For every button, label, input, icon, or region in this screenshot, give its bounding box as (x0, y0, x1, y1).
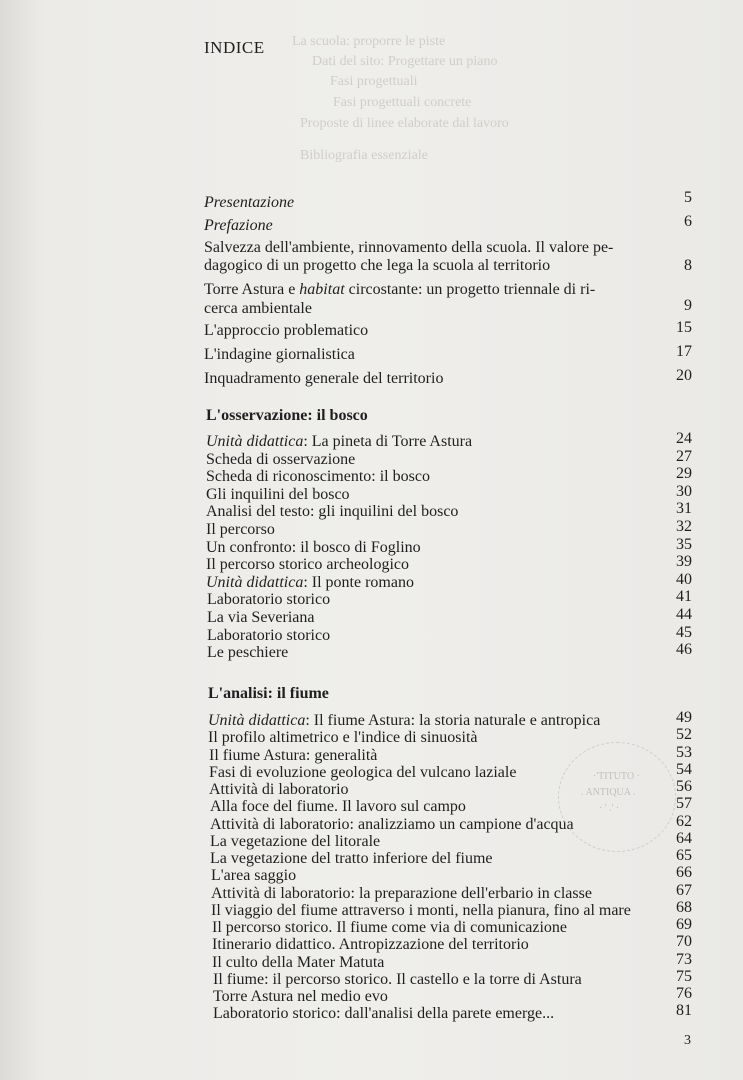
toc-entry-page: 24 (676, 430, 692, 447)
toc-entry-page: 17 (676, 343, 692, 360)
toc-entry-page: 40 (676, 571, 692, 588)
toc-entry-title (213, 972, 582, 988)
entry-text-segment: Scheda di osservazione (206, 451, 356, 468)
toc-entry-page: 35 (676, 536, 692, 553)
entry-text-segment: Unità didattica (206, 433, 304, 450)
bleed-through-line: Fasi progettuali (330, 74, 418, 89)
toc-entry-title (204, 195, 294, 211)
entry-text-segment: L'area saggio (211, 867, 297, 884)
toc-entry-page: 49 (676, 709, 692, 726)
toc-entry-title (208, 713, 600, 729)
toc-entry-title (204, 218, 273, 234)
entry-text-segment: Attività di laboratorio: analizziamo un campione d'acqua (210, 816, 574, 833)
entry-text-segment: Unità didattica (208, 712, 306, 729)
toc-entry-title (206, 452, 355, 468)
toc-entry-page: 76 (676, 985, 692, 1002)
section-heading: L'analisi: il fiume (208, 685, 329, 702)
toc-entry-title (206, 575, 414, 591)
toc-entry-title (206, 434, 472, 450)
entry-text-segment: Prefazione (204, 217, 273, 234)
entry-text-segment: : La pineta di Torre Astura (303, 433, 473, 450)
toc-entry-page: 81 (676, 1002, 692, 1019)
toc-entry-page: 70 (676, 933, 692, 950)
entry-text-segment: La vegetazione del litorale (210, 833, 381, 850)
toc-entry-page: 41 (676, 588, 692, 605)
section-heading: L'osservazione: il bosco (206, 407, 368, 424)
entry-text-segment: habitat (299, 281, 345, 298)
entry-text-segment: Il profilo altimetrico e l'indice di sinuosità (208, 729, 478, 746)
bleed-through-line: Dati del sito: Progettare un piano (312, 54, 498, 69)
toc-entry-title (208, 730, 477, 746)
toc-entry-page: 45 (676, 624, 692, 641)
toc-entry-page: 5 (684, 189, 692, 206)
entry-text-segment: La via Severiana (207, 609, 315, 626)
toc-entry-title (209, 748, 377, 764)
toc-entry-title (210, 851, 493, 867)
index-title: INDICE (204, 38, 265, 57)
toc-entry-title (204, 301, 312, 317)
entry-text-segment: Il fiume: il percorso storico. Il castello e la torre di Astura (213, 971, 582, 988)
toc-entry-page: 67 (676, 882, 692, 899)
entry-text-segment: dagogico di un progetto che lega la scuola al territorio (204, 257, 551, 274)
toc-entry-title (207, 628, 330, 644)
toc-entry-page: 66 (676, 864, 692, 881)
toc-entry-page: 65 (676, 847, 692, 864)
toc-entry-page: 56 (676, 778, 692, 795)
toc-entry-title (213, 989, 388, 1005)
toc-entry-title (207, 592, 330, 608)
toc-entry-page: 39 (676, 553, 692, 570)
toc-entry-page: 57 (676, 795, 692, 812)
toc-entry-page: 46 (676, 641, 692, 658)
entry-text-segment: Attività di laboratorio (209, 781, 349, 798)
toc-entry-page: 6 (684, 213, 692, 230)
toc-entry-title-line1: Salvezza dell'ambiente, rinnovamento della scuola. Il valore pe- (204, 239, 614, 256)
toc-entry-title-line1 (204, 282, 595, 298)
entry-text-segment: L'approccio problematico (204, 322, 369, 339)
entry-text-segment: Presentazione (204, 194, 295, 211)
bleed-through-line: Bibliografia essenziale (300, 148, 428, 163)
toc-entry-title (211, 903, 631, 919)
entry-text-segment: Il percorso storico archeologico (206, 556, 410, 573)
entry-text-segment: Laboratorio storico (207, 627, 331, 644)
toc-entry-page: 20 (676, 367, 692, 384)
toc-entry-page: 9 (684, 297, 692, 314)
toc-entry-title (207, 645, 288, 661)
toc-entry-title (211, 868, 296, 884)
toc-entry-title (210, 834, 380, 850)
entry-text-segment: Alla foce del fiume. Il lavoro sul campo (210, 798, 466, 815)
toc-entry-title (204, 371, 443, 387)
toc-entry-title (206, 487, 350, 503)
toc-entry-title (204, 347, 355, 363)
entry-text-segment: Attività di laboratorio: la preparazione dell'erbario in classe (211, 885, 592, 902)
toc-entry-page: 32 (676, 518, 692, 535)
toc-entry-title (206, 522, 275, 538)
toc-entry-title (209, 765, 516, 781)
entry-text-segment: Analisi del testo: gli inquilini del bosco (206, 503, 459, 520)
entry-text-segment: circostante: un progetto triennale di ri- (344, 281, 596, 298)
toc-entry-page: 64 (676, 830, 692, 847)
toc-entry-page: 75 (676, 968, 692, 985)
toc-entry-page: 62 (676, 813, 692, 830)
bleed-through-line: Fasi progettuali concrete (333, 95, 472, 110)
toc-entry-page: 44 (676, 606, 692, 623)
bleed-through-line: La scuola: proporre le piste (292, 34, 446, 49)
entry-text-segment: Le peschiere (207, 644, 289, 661)
entry-text-segment: La vegetazione del tratto inferiore del fiume (210, 850, 493, 867)
toc-entry-title (212, 920, 567, 936)
toc-entry-title (210, 817, 574, 833)
entry-text-segment: Scheda di riconoscimento: il bosco (206, 468, 430, 485)
toc-entry-title (209, 782, 349, 798)
toc-entry-title (206, 540, 421, 556)
toc-entry-page: 53 (676, 744, 692, 761)
entry-text-segment: : Il fiume Astura: la storia naturale e antropica (305, 712, 601, 729)
toc-entry-title (204, 258, 550, 274)
toc-entry-title (210, 799, 466, 815)
library-stamp: ·'TITUTO · . ANTIQUA . · ' .' · (558, 742, 676, 852)
entry-text-segment: Fasi di evoluzione geologica del vulcano laziale (209, 764, 517, 781)
toc-entry-page: 15 (676, 319, 692, 336)
bleed-through-line: Proposte di linee elaborate dal lavoro (300, 116, 509, 131)
entry-text-segment: Il fiume Astura: generalità (209, 747, 378, 764)
toc-entry-page: 8 (684, 257, 692, 274)
entry-text-segment: : Il ponte romano (303, 574, 414, 591)
entry-text-segment: cerca ambientale (204, 300, 312, 317)
toc-entry-page: 29 (676, 465, 692, 482)
toc-entry-page: 69 (676, 916, 692, 933)
entry-text-segment: Unità didattica (206, 574, 304, 591)
toc-entry-title (213, 1006, 554, 1022)
page-number: 3 (684, 1033, 691, 1048)
toc-entry-title (204, 323, 368, 339)
toc-entry-title (206, 557, 409, 573)
toc-entry-title (207, 610, 315, 626)
toc-entry-page: 30 (676, 483, 692, 500)
toc-entry-page: 73 (676, 951, 692, 968)
entry-text-segment: Torre Astura nel medio evo (213, 988, 388, 1005)
entry-text-segment: L'indagine giornalistica (204, 346, 355, 363)
entry-text-segment: Torre Astura e (204, 281, 300, 298)
toc-entry-title (206, 504, 458, 520)
entry-text-segment: Inquadramento generale del territorio (204, 370, 444, 387)
entry-text-segment: Gli inquilini del bosco (206, 486, 350, 503)
toc-entry-title (211, 886, 592, 902)
entry-text-segment: Itinerario didattico. Antropizzazione del territorio (212, 936, 529, 953)
toc-entry-title (212, 937, 529, 953)
toc-entry-page: 54 (676, 761, 692, 778)
entry-text-segment: Laboratorio storico: dall'analisi della parete emerge... (213, 1005, 555, 1022)
entry-text-segment: Il percorso storico. Il fiume come via di comunicazione (212, 919, 567, 936)
entry-text-segment: Il viaggio del fiume attraverso i monti, nella pianura, fino al mare (211, 902, 631, 919)
entry-text-segment: Il culto della Mater Matuta (212, 954, 385, 971)
toc-entry-page: 27 (676, 448, 692, 465)
entry-text-segment: Laboratorio storico (207, 591, 331, 608)
toc-entry-page: 31 (676, 500, 692, 517)
entry-text-segment: Un confronto: il bosco di Foglino (206, 539, 421, 556)
entry-text-segment: Il percorso (206, 521, 275, 538)
toc-entry-title (206, 469, 430, 485)
toc-entry-title (212, 955, 384, 971)
toc-entry-page: 68 (676, 899, 692, 916)
toc-entry-page: 52 (676, 726, 692, 743)
